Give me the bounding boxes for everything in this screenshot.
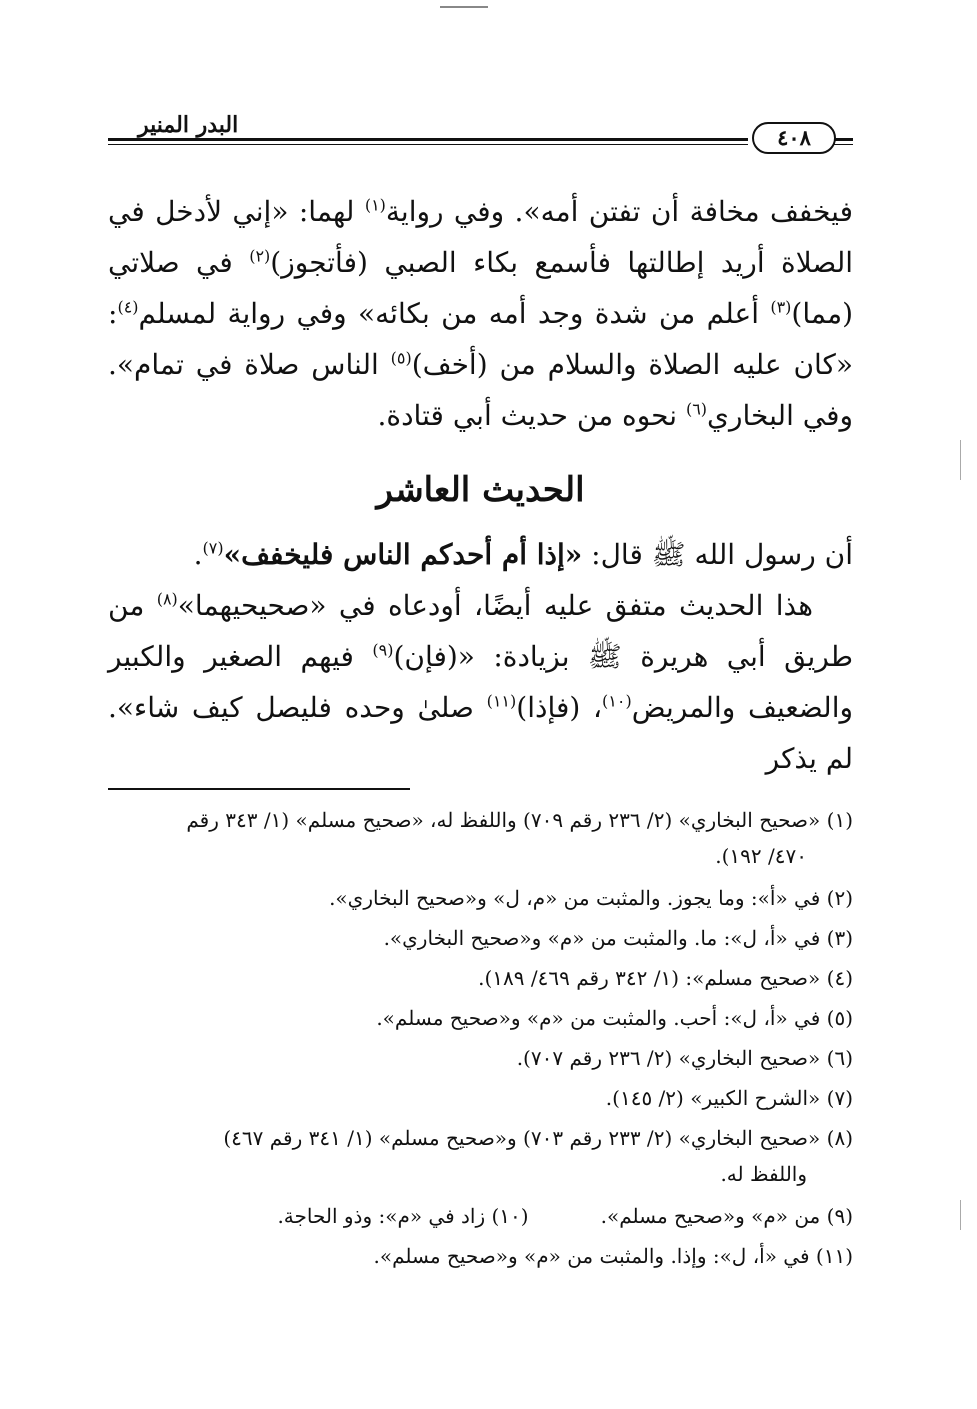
edge-mark: [960, 1200, 961, 1230]
footnote-marker: (٦): [685, 399, 708, 419]
footnote-marker: (١): [364, 195, 386, 215]
footnote: [108, 918, 853, 958]
hadith-quote: «إذا أم أحدكم الناس فليخفف»: [223, 538, 583, 571]
footnote: [108, 1038, 853, 1078]
text-run: هذا الحديث متفق عليه أيضًا، أودعاه في «صحيحيهما»: [177, 589, 813, 622]
text-run: أن رسول الله ﷺ قال:: [582, 538, 853, 571]
top-crop-mark: [440, 6, 488, 8]
footnote-text: (٧) «الشرح الكبير» (٢/ ١٤٥).: [605, 1086, 853, 1110]
footnote-marker: (١٠): [602, 691, 632, 711]
footnote-text: (٤) «صحيح مسلم»: (١/ ٣٤٢ رقم ٤٦٩/ ١٨٩).: [478, 966, 853, 990]
book-title: البدر المنير: [138, 112, 239, 138]
footnote: [108, 998, 853, 1038]
footnote-marker: (٩): [372, 640, 394, 660]
footnote-marker: (٨): [156, 589, 178, 609]
edge-mark: [960, 440, 961, 480]
footnote-text: (١٠) زاد في «م»: وذو الحاجة.: [277, 1204, 529, 1228]
footnote-text: (٣) في «أ، ل»: ما. والمثبت من «م» و«صحيح البخاري».: [383, 926, 853, 950]
footnote-marker: (٣): [770, 297, 792, 317]
paragraph-3: [108, 580, 853, 784]
footnote-continuation: واللفظ له.: [720, 1162, 807, 1186]
footnote: [108, 1196, 853, 1236]
text-run: فيهم الصغير والكبير والضعيف والمريض: [108, 640, 854, 724]
paragraph-2-hadith: [108, 529, 853, 580]
footnote-text: (١) «صحيح البخاري» (٢/ ٢٣٦ رقم ٧٠٩) واللفظ له، «صحيح مسلم» (١/ ٣٤٣ رقم: [186, 808, 853, 832]
footnote-continuation: ٤٧٠/ ١٩٢).: [715, 844, 807, 868]
footnote: [108, 1118, 853, 1190]
footnote: [108, 800, 853, 872]
page-header: [108, 108, 853, 158]
footnote: [108, 1078, 853, 1118]
footnotes-list: [108, 800, 853, 1276]
text-run: لهما: «إني لأدخل في الصلاة أريد إطالتها فأسمع بكاء الصبي (فأتجوز): [108, 195, 854, 279]
text-run: في صلاتي (مما): [108, 246, 853, 330]
footnote-text: (٢) في «أ»: وما يجوز. والمثبت من «م، ل» و«صحيح البخاري».: [329, 886, 853, 910]
footnote-marker: (٥): [390, 348, 412, 368]
paragraph-1: [108, 186, 853, 441]
footnote-marker: (٤): [117, 297, 139, 317]
footnote: [108, 878, 853, 918]
text-run: من طريق أبي هريرة ﷺ بزيادة: «(فإن): [108, 589, 854, 673]
footnote-text: (٥) في «أ، ل»: أحب. والمثبت من «م» و«صحيح مسلم».: [376, 1006, 853, 1030]
footnote: [108, 958, 853, 998]
footnote-divider: [108, 788, 410, 790]
footnote-text: (٩) من «م» و«صحيح مسلم».: [600, 1204, 853, 1228]
header-rule-thin: [108, 144, 748, 145]
text-run: .: [193, 538, 203, 571]
header-rule-thick: [108, 138, 748, 141]
text-run: الناس صلاة في تمام». وفي البخاري: [108, 348, 853, 432]
text-run: أعلم من شدة وجد أمه من بكائه» وفي رواية لمسلم: [138, 297, 771, 330]
section-heading: الحديث العاشر: [376, 470, 585, 510]
main-text: [108, 186, 853, 784]
footnote-text: (١١) في «أ، ل»: وإذا. والمثبت من «م» و«صحيح مسلم».: [373, 1244, 853, 1268]
page-number: ٤٠٨: [752, 122, 836, 154]
footnote-text: (٦) «صحيح البخاري» (٢/ ٢٣٦ رقم ٧٠٧).: [516, 1046, 853, 1070]
text-run: ، (فإذا): [516, 691, 603, 724]
text-run: نحوه من حديث أبي قتادة.: [377, 399, 686, 432]
text-run: صلىٰ وحده فليصل كيف شاء». لم يذكر: [108, 691, 853, 775]
footnote: [108, 1236, 853, 1276]
text-run: : «كان عليه الصلاة والسلام من (أخف): [108, 297, 853, 381]
text-run: فيخفف مخافة أن تفتن أمه». وفي رواية: [385, 195, 854, 228]
footnote-marker: (٧): [202, 538, 224, 558]
footnote-text: (٨) «صحيح البخاري» (٢/ ٢٣٣ رقم ٧٠٣) و«صحيح مسلم» (١/ ٣٤١ رقم ٤٦٧): [223, 1126, 853, 1150]
footnote-marker: (٢): [249, 246, 271, 266]
footnote-marker: (١١): [486, 691, 517, 711]
